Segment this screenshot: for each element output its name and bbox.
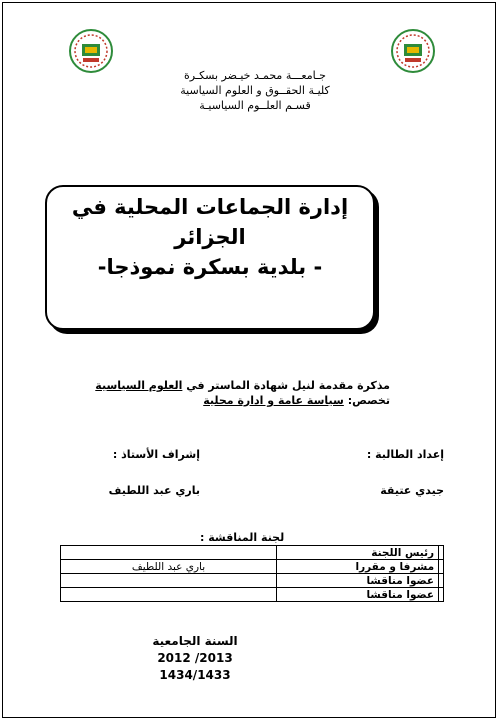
thesis-title-line1: إدارة الجماعات المحلية في الجزائر [71,195,349,249]
academic-year [130,633,260,684]
supervisor-label: إشراف الأستاذ : [112,448,200,461]
committee-table [60,545,444,602]
academic-year-gregorian: 2013/ 2012 [157,651,233,665]
university-logo-right [390,28,436,74]
specialty-value: سياسة عامة و ادارة محلية [203,394,344,407]
thesis-title [50,192,370,282]
committee-member: باري عبد اللطيف [61,560,277,574]
degree-field: العلوم السياسية [95,379,183,392]
prepared-by-label: إعداد الطالبة : [366,448,444,461]
degree-prefix: مذكرة مقدمة لنيل شهادة الماستر في [186,379,390,392]
academic-year-hijri: 1434/1433 [159,668,231,682]
committee-role: مشرفا و مقررا [277,560,439,574]
table-row [61,588,444,602]
faculty-name: كليـة الحقــوق و العلوم السياسية [180,84,330,97]
committee-member [61,574,277,588]
university-name: جـامعـــة محمـد خيـضر بسكـرة [184,69,326,82]
institution-header [120,68,390,113]
degree-line [90,378,390,393]
table-row [61,560,444,574]
university-logo-left [68,28,114,74]
committee-role: رئيس اللجنة [277,546,439,560]
supervisor-name: باري عبد اللطيف [108,484,200,497]
table-row [61,574,444,588]
student-name: جيدي عتيقة [380,484,444,497]
committee-member [61,588,277,602]
committee-title: لجنة المناقشة : [200,531,285,544]
department-name: قسـم العلــوم السياسيـة [199,99,311,112]
academic-year-label: السنة الجامعية [152,634,238,648]
specialty-line [90,393,390,408]
specialty-label: تخصص: [347,394,390,407]
committee-role: عضوا مناقشا [277,574,439,588]
committee-role: عضوا مناقشا [277,588,439,602]
thesis-title-line2: - بلدية بسكرة نموذجا- [97,255,323,279]
thesis-info [90,378,390,408]
table-row [61,546,444,560]
committee-member [61,546,277,560]
